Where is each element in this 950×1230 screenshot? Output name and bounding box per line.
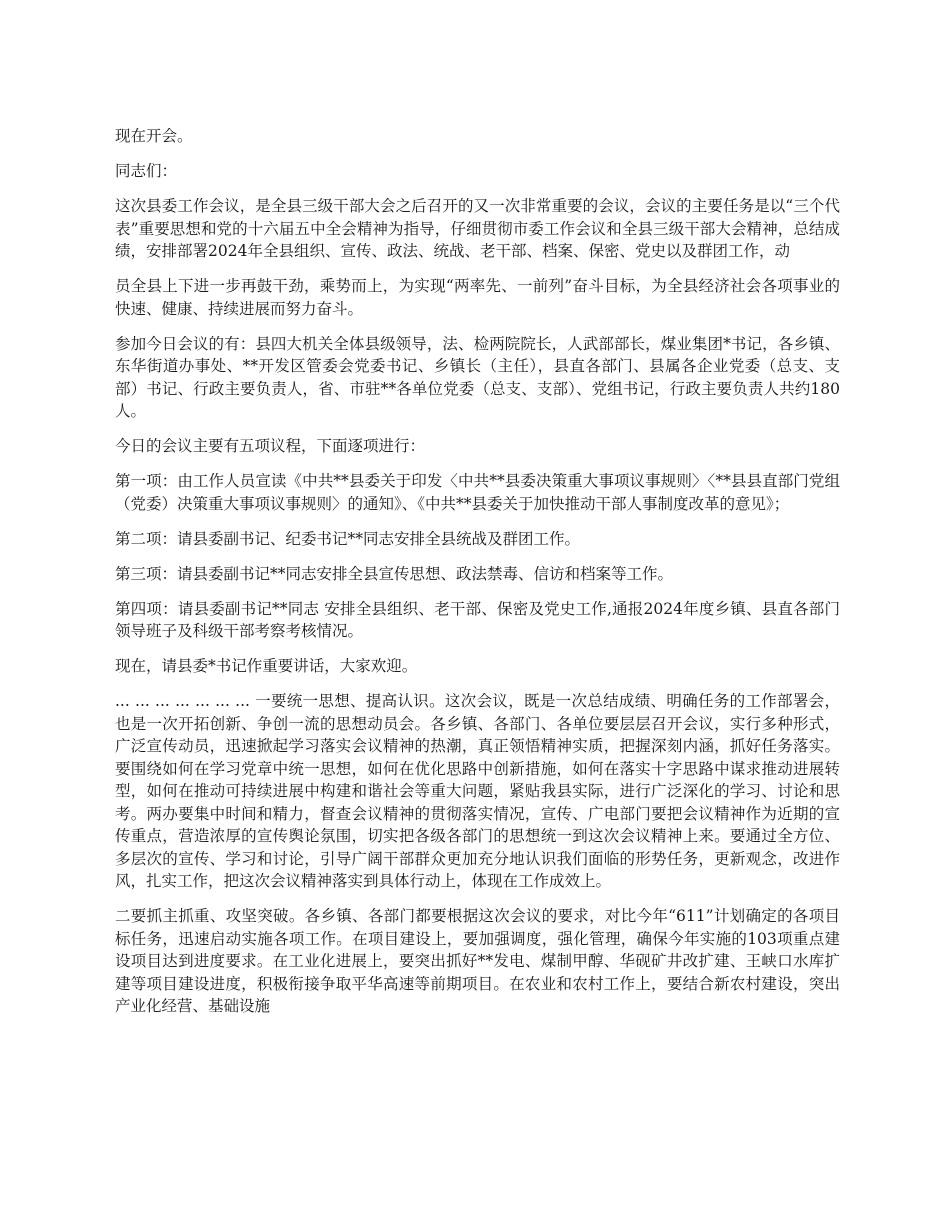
paragraph: 第四项：请县委副书记**同志 安排全县组织、老干部、保密及党史工作,通报2024年度乡镇、县直各部门领导班子及科级干部考察考核情况。 [115,599,840,640]
document-body [115,125,840,1030]
paragraph: 第三项：请县委副书记**同志安排全县宣传思想、政法禁毒、信访和档案等工作。 [115,564,674,583]
paragraph: 员全县上下进一步再鼓干劲，乘势而上，为实现“两率先、一前列”奋斗目标，为全县经济社会各项事业的快速、健康、持续进展而努力奋斗。 [115,277,840,318]
paragraph: 参加今日会议的有：县四大机关全体县级领导，法、检两院院长，人武部部长，煤业集团*书记，各乡镇、东华街道办事处、**开发区管委会党委书记、乡镇长（主任），县直各部门、县属各企业党委（总支、支部）书记、行政主要负责人，省、市驻**各单位党委（总支、支部）、党组书记，行政主要负责人共约180人。 [115,334,840,420]
paragraph: 第二项：请县委副书记、纪委书记**同志安排全县统战及群团工作。 [115,529,581,548]
paragraph: 现在，请县委*书记作重要讲话，大家欢迎。 [115,657,418,675]
paragraph: 第一项：由工作人员宣读《中共**县委关于印发〈中共**县委决策重大事项议事规则〉〈**县县直部门党组（党委）决策重大事项议事规则〉的通知》、《中共**县委关于加快推动干部人事制度改革的意见》； [115,472,840,513]
paragraph: 今日的会议主要有五项议程，下面逐项进行： [115,437,426,455]
paragraph: 现在开会。 [115,127,193,145]
paragraph: 同志们： [115,162,178,180]
paragraph: 这次县委工作会议，是全县三级干部大会之后召开的又一次非常重要的会议，会议的主要任务是以“三个代表”重要思想和党的十六届五中全会精神为指导，仔细贯彻市委工作会议和全县三级干部大会精神，总结成绩，安排部署2024年全县组织、宣传、政法、统战、老干部、档案、保密、党史以及群团工作，动 [115,197,840,260]
paragraph: ... ... ... ... ... ... ... 一要统一思想、提高认识。这次会议，既是一次总结成绩、明确任务的工作部署会，也是一次开拓创新、争创一流的思想动员会。各乡镇、各部门、各单位要层层召开会议，实行多种形式，广泛宣传动员，迅速掀起学习落实会议精神的热潮，真正领悟精神实质，把握深刻内涵，抓好任务落实。要围绕如何在学习党章中统一思想，如何在优化思路中创新措施，如何在落实十字思路中谋求推动进展转型，如何在推动可持续进展中构建和谐社会等重大问题，紧贴我县实际，进行广泛深化的学习、讨论和思考。两办要集中时间和精力，督查会议精神的贯彻落实情况，宣传、广电部门要把会议精神作为近期的宣传重点，营造浓厚的宣传舆论氛围，切实把各级各部门的思想统一到这次会议精神上来。要通过全方位、多层次的宣传、学习和讨论，引导广阔干部群众更加充分地认识我们面临的形势任务，更新观念，改进作风，扎实工作，把这次会议精神落实到具体行动上，体现在工作成效上。 [115,692,840,890]
paragraph: 二要抓主抓重、攻坚突破。各乡镇、各部门都要根据这次会议的要求，对比今年“611”计划确定的各项目标任务，迅速启动实施各项工作。在项目建设上，要加强调度，强化管理，确保今年实施的103项重点建设项目达到进度要求。在工业化进展上，要突出抓好**发电、煤制甲醇、华砚矿井改扩建、王峡口水库扩建等项目建设进度，积极衔接争取平华高速等前期项目。在农业和农村工作上，要结合新农村建设，突出产业化经营、基础设施 [115,907,840,1015]
